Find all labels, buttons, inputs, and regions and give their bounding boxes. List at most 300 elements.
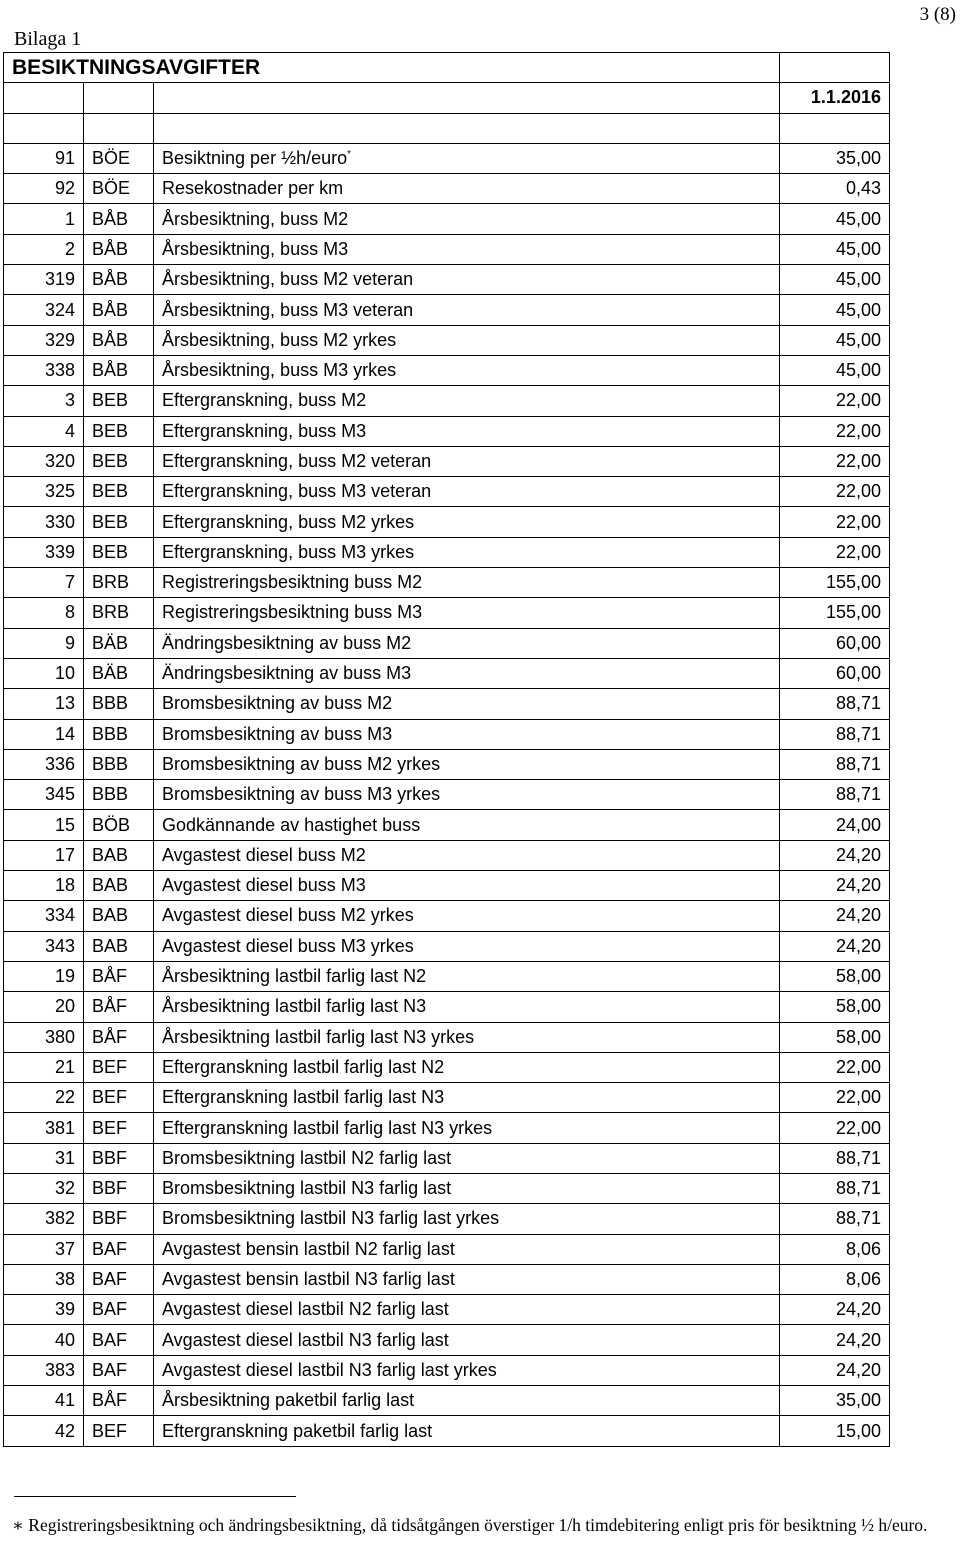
row-number-text: 41: [54, 1390, 75, 1411]
row-number: [4, 780, 84, 810]
row-code: [84, 204, 154, 234]
row-number: [4, 1416, 84, 1446]
row-number-text: 42: [54, 1420, 75, 1441]
row-price-text: 24,20: [835, 844, 881, 865]
row-number-text: 9: [64, 632, 75, 653]
row-number-text: 7: [64, 572, 75, 593]
row-code: [84, 446, 154, 476]
row-code-text: BAB: [92, 875, 129, 896]
row-price: [780, 568, 890, 598]
row-description: [154, 1022, 780, 1052]
row-price: [780, 325, 890, 355]
row-description-text: Registreringsbesiktning buss M3: [162, 602, 423, 623]
table-row: [4, 143, 890, 173]
row-code-text: BÅB: [92, 269, 129, 290]
row-number: [4, 1173, 84, 1203]
row-price-text: 35,00: [835, 1390, 881, 1411]
row-price-text: 58,00: [835, 996, 881, 1017]
table-row: [4, 658, 890, 688]
row-description: [154, 1295, 780, 1325]
row-price: [780, 780, 890, 810]
row-code: [84, 901, 154, 931]
row-price: [780, 628, 890, 658]
row-description-text: Besiktning per ½h/euro: [162, 148, 348, 169]
row-code: [84, 689, 154, 719]
table-row: [4, 992, 890, 1022]
row-price: [780, 446, 890, 476]
row-description: [154, 1113, 780, 1143]
row-number: [4, 1083, 84, 1113]
row-price: [780, 598, 890, 628]
row-number: [4, 1386, 84, 1416]
row-number-text: 3: [64, 390, 75, 411]
row-number: [4, 840, 84, 870]
row-description-text: Årsbesiktning lastbil farlig last N2: [162, 966, 427, 987]
table-row: [4, 810, 890, 840]
row-price: [780, 1386, 890, 1416]
row-code: [84, 871, 154, 901]
row-description: [154, 537, 780, 567]
row-number: [4, 507, 84, 537]
row-code: [84, 143, 154, 173]
row-description-text: Eftergranskning lastbil farlig last N2: [162, 1056, 445, 1077]
row-number: [4, 658, 84, 688]
row-price-text: 22,00: [835, 451, 881, 471]
row-number: [4, 143, 84, 173]
row-code-text: BÅB: [92, 238, 129, 259]
row-number: [4, 568, 84, 598]
row-code: [84, 1325, 154, 1355]
row-code: [84, 992, 154, 1022]
row-number-text: 10: [54, 663, 75, 684]
row-description: [154, 1355, 780, 1385]
row-description: [154, 1325, 780, 1355]
effective-date: 1.1.2016: [780, 83, 890, 113]
row-number-text: 19: [54, 966, 75, 987]
row-code-text: BÖE: [92, 178, 131, 199]
row-code: [84, 386, 154, 416]
row-number-text: 334: [44, 905, 75, 926]
table-row: [4, 295, 890, 325]
table-row: [4, 416, 890, 446]
table-row: [4, 689, 890, 719]
row-price-text: 88,71: [835, 1178, 881, 1199]
row-price-text: 35,00: [835, 148, 881, 169]
row-price: [780, 689, 890, 719]
row-description: [154, 174, 780, 204]
row-code-text: BÅB: [92, 360, 129, 381]
row-description-text: Eftergranskning, buss M2 veteran: [162, 451, 432, 471]
row-price: [780, 658, 890, 688]
row-code-text: BAF: [92, 1359, 128, 1380]
row-price-text: 8,06: [845, 1238, 881, 1259]
row-price: [780, 1295, 890, 1325]
row-price: [780, 719, 890, 749]
row-price-text: 60,00: [835, 663, 881, 684]
row-price-text: 15,00: [835, 1420, 881, 1441]
row-price-text: 22,00: [835, 1117, 881, 1138]
row-code: [84, 810, 154, 840]
row-price: [780, 840, 890, 870]
row-description-text: Avgastest diesel buss M3: [162, 875, 366, 896]
row-code-text: BEB: [92, 541, 129, 562]
row-description: [154, 719, 780, 749]
row-price-text: 155,00: [825, 572, 881, 593]
row-description-text: Bromsbesiktning av buss M3 yrkes: [162, 784, 441, 805]
table-row: [4, 780, 890, 810]
table-row: [4, 386, 890, 416]
row-description: [154, 1386, 780, 1416]
row-code-text: BÅF: [92, 1026, 128, 1047]
row-price: [780, 810, 890, 840]
row-number: [4, 719, 84, 749]
row-number: [4, 1022, 84, 1052]
row-price-text: 24,20: [835, 875, 881, 896]
row-price-text: 45,00: [835, 299, 881, 320]
row-code: [84, 780, 154, 810]
row-number: [4, 628, 84, 658]
row-code-text: BBB: [92, 753, 129, 774]
row-number: [4, 931, 84, 961]
row-code-text: BAB: [92, 905, 129, 926]
row-number: [4, 1264, 84, 1294]
row-price: [780, 1264, 890, 1294]
row-price-text: 22,00: [835, 420, 881, 441]
row-number-text: 319: [44, 269, 75, 290]
row-description-text: Eftergranskning, buss M3 veteran: [162, 481, 432, 502]
row-number-text: 1: [64, 208, 75, 229]
row-code-text: BEB: [92, 420, 129, 441]
row-number-text: 383: [44, 1359, 75, 1380]
row-number-text: 20: [54, 996, 75, 1017]
row-code-text: BAF: [92, 1269, 128, 1290]
row-code-text: BEF: [92, 1117, 128, 1138]
row-number: [4, 174, 84, 204]
row-code: [84, 537, 154, 567]
table-row: [4, 234, 890, 264]
row-code-text: BEF: [92, 1420, 128, 1441]
row-description: [154, 1143, 780, 1173]
row-price: [780, 1083, 890, 1113]
row-code: [84, 1234, 154, 1264]
row-code: [84, 325, 154, 355]
row-code: [84, 1113, 154, 1143]
row-number-text: 380: [44, 1026, 75, 1047]
row-number-text: 37: [54, 1238, 75, 1259]
table-row: [4, 1264, 890, 1294]
row-description-text: Bromsbesiktning lastbil N3 farlig last yrkes: [162, 1208, 500, 1229]
table-row: [4, 1355, 890, 1385]
row-number: [4, 749, 84, 779]
row-description: [154, 780, 780, 810]
row-price-text: 24,20: [835, 1299, 881, 1320]
empty-cell: [84, 83, 154, 113]
row-description-text: Bromsbesiktning av buss M3: [162, 723, 393, 744]
row-number: [4, 961, 84, 991]
row-description: [154, 749, 780, 779]
row-price-text: 22,00: [835, 1056, 881, 1077]
row-description-text: Årsbesiktning lastbil farlig last N3: [162, 996, 427, 1017]
row-description: [154, 840, 780, 870]
row-price: [780, 931, 890, 961]
table-row: [4, 325, 890, 355]
table-row: [4, 355, 890, 385]
row-code: [84, 1355, 154, 1385]
row-description-text: Ändringsbesiktning av buss M3: [162, 663, 412, 684]
row-code-text: BBB: [92, 693, 129, 714]
table-row: [4, 1416, 890, 1446]
row-code-text: BÖE: [92, 148, 131, 169]
row-number-text: 338: [44, 360, 75, 381]
table-row: [4, 1325, 890, 1355]
row-number-text: 339: [44, 541, 75, 562]
row-number-text: 39: [54, 1299, 75, 1320]
row-price: [780, 386, 890, 416]
row-price: [780, 204, 890, 234]
row-number: [4, 598, 84, 628]
row-description: [154, 477, 780, 507]
row-description-text: Årsbesiktning, buss M3 yrkes: [162, 360, 397, 381]
row-description-text: Eftergranskning, buss M2: [162, 390, 367, 411]
table-row: [4, 537, 890, 567]
empty-cell: [780, 113, 890, 143]
date-row: [4, 83, 890, 113]
row-price-text: 0,43: [845, 178, 881, 199]
row-price: [780, 1204, 890, 1234]
row-price-text: 22,00: [835, 481, 881, 502]
row-code: [84, 1386, 154, 1416]
row-code: [84, 1022, 154, 1052]
row-price: [780, 295, 890, 325]
row-price-text: 60,00: [835, 632, 881, 653]
row-code-text: BEB: [92, 511, 129, 532]
row-code-text: BAB: [92, 935, 129, 956]
row-price-text: 45,00: [835, 208, 881, 229]
row-number-text: 336: [44, 753, 75, 774]
row-description-text: Årsbesiktning lastbil farlig last N3 yrkes: [162, 1026, 475, 1047]
row-code-text: BEB: [92, 390, 129, 411]
row-description-text: Godkännande av hastighet buss: [162, 814, 421, 835]
row-description-text: Avgastest diesel lastbil N3 farlig last: [162, 1329, 449, 1350]
row-description: [154, 961, 780, 991]
row-description: [154, 810, 780, 840]
row-description-text: Årsbesiktning, buss M2 yrkes: [162, 329, 397, 350]
row-price: [780, 234, 890, 264]
row-description-text: Eftergranskning, buss M3 yrkes: [162, 541, 415, 562]
row-number: [4, 234, 84, 264]
row-description-text: Bromsbesiktning lastbil N3 farlig last: [162, 1178, 452, 1199]
row-price-text: 88,71: [835, 723, 881, 744]
row-description: [154, 871, 780, 901]
table-row: [4, 749, 890, 779]
row-code: [84, 719, 154, 749]
row-code: [84, 355, 154, 385]
row-number-text: 91: [54, 148, 75, 169]
row-price: [780, 265, 890, 295]
row-number-text: 345: [44, 784, 75, 805]
row-description-text: Resekostnader per km: [162, 178, 344, 199]
row-description: [154, 234, 780, 264]
row-description-text: Avgastest diesel buss M3 yrkes: [162, 935, 414, 956]
row-description: [154, 386, 780, 416]
row-code: [84, 1143, 154, 1173]
row-description-text: Eftergranskning lastbil farlig last N3: [162, 1087, 445, 1108]
row-description-text: Avgastest diesel lastbil N2 farlig last: [162, 1299, 449, 1320]
row-price: [780, 143, 890, 173]
row-number: [4, 871, 84, 901]
row-price: [780, 901, 890, 931]
row-description: [154, 507, 780, 537]
row-code-text: BÄB: [92, 663, 129, 684]
row-number: [4, 689, 84, 719]
row-description: [154, 416, 780, 446]
table-row: [4, 840, 890, 870]
row-number-text: 14: [54, 723, 75, 744]
table-row: [4, 507, 890, 537]
document-title: BESIKTNINGSAVGIFTER: [4, 53, 780, 83]
row-number: [4, 1234, 84, 1264]
footnote-text: Registreringsbesiktning och ändringsbesiktning, då tidsåtgången överstiger 1/h timdebitering enligt pris för besiktning ½ h/euro.: [28, 1515, 928, 1535]
row-description-text: Eftergranskning, buss M3: [162, 420, 367, 441]
row-number: [4, 1325, 84, 1355]
row-number: [4, 386, 84, 416]
table-row: [4, 628, 890, 658]
row-description: [154, 1204, 780, 1234]
row-number-text: 325: [44, 481, 75, 502]
row-code-text: BBF: [92, 1178, 128, 1199]
table-row: [4, 477, 890, 507]
row-description: [154, 204, 780, 234]
row-number-text: 343: [44, 935, 75, 956]
row-code-text: BAF: [92, 1329, 128, 1350]
page-number: 3 (8): [919, 4, 956, 25]
table-row: [4, 719, 890, 749]
row-price-text: 58,00: [835, 1026, 881, 1047]
row-code: [84, 1264, 154, 1294]
table-row: [4, 1386, 890, 1416]
row-number: [4, 901, 84, 931]
row-number: [4, 1355, 84, 1385]
row-code-text: BRB: [92, 602, 130, 623]
row-description-text: Ändringsbesiktning av buss M2: [162, 632, 412, 653]
row-code-text: BBB: [92, 784, 129, 805]
row-description: [154, 658, 780, 688]
row-code: [84, 416, 154, 446]
footnote-mark: ∗: [12, 1515, 24, 1535]
row-code-text: BÅB: [92, 329, 129, 350]
row-price: [780, 749, 890, 779]
row-code-text: BÄB: [92, 632, 129, 653]
row-price: [780, 871, 890, 901]
row-price: [780, 992, 890, 1022]
appendix-label: Bilaga 1: [14, 28, 82, 50]
row-price-text: 22,00: [835, 1087, 881, 1108]
row-number-text: 381: [44, 1117, 75, 1138]
row-price-text: 24,20: [835, 905, 881, 926]
empty-cell: [4, 113, 84, 143]
row-description-text: Avgastest diesel buss M2: [162, 844, 366, 865]
row-code-text: BAB: [92, 844, 129, 865]
row-description: [154, 1234, 780, 1264]
row-code-text: BRB: [92, 572, 130, 593]
row-code-text: BÅF: [92, 1390, 128, 1411]
row-description: [154, 143, 780, 173]
row-price-text: 88,71: [835, 1147, 881, 1168]
row-price-text: 88,71: [835, 753, 881, 774]
row-code-text: BAF: [92, 1238, 128, 1259]
row-number-text: 320: [44, 451, 75, 471]
row-price: [780, 1416, 890, 1446]
row-number: [4, 325, 84, 355]
row-number-text: 18: [54, 875, 75, 896]
row-number-text: 17: [54, 844, 75, 865]
table-row: [4, 1234, 890, 1264]
spacer-row: [4, 113, 890, 143]
row-description-text: Årsbesiktning, buss M2 veteran: [162, 269, 414, 290]
row-code: [84, 961, 154, 991]
row-code-text: BEB: [92, 481, 129, 502]
row-number: [4, 810, 84, 840]
row-price: [780, 1355, 890, 1385]
row-description: [154, 992, 780, 1022]
table-row: [4, 1204, 890, 1234]
row-price-text: 45,00: [835, 269, 881, 290]
row-description-text: Avgastest bensin lastbil N3 farlig last: [162, 1269, 455, 1290]
row-code: [84, 295, 154, 325]
row-number: [4, 265, 84, 295]
row-number: [4, 1143, 84, 1173]
row-number: [4, 1295, 84, 1325]
row-description-text: Avgastest diesel lastbil N3 farlig last yrkes: [162, 1359, 497, 1380]
row-number: [4, 1113, 84, 1143]
row-number-text: 32: [54, 1178, 75, 1199]
row-number-text: 13: [54, 693, 75, 714]
row-price: [780, 1052, 890, 1082]
title-row-empty-cell: [780, 53, 890, 83]
row-code-text: BEB: [92, 451, 129, 471]
row-price-text: 88,71: [835, 784, 881, 805]
table-row: [4, 1083, 890, 1113]
row-price-text: 24,20: [835, 935, 881, 956]
table-row: [4, 1143, 890, 1173]
row-code: [84, 1204, 154, 1234]
row-number-text: 382: [44, 1208, 75, 1229]
row-number-text: 324: [44, 299, 75, 320]
row-number: [4, 416, 84, 446]
row-description: [154, 901, 780, 931]
row-price-text: 8,06: [845, 1269, 881, 1290]
row-price-text: 24,20: [835, 1359, 881, 1380]
row-description: [154, 446, 780, 476]
row-description: [154, 1264, 780, 1294]
row-price-text: 45,00: [835, 360, 881, 381]
row-code-text: BAF: [92, 1299, 128, 1320]
table-row: [4, 901, 890, 931]
table-row: [4, 1173, 890, 1203]
row-code: [84, 174, 154, 204]
row-price: [780, 355, 890, 385]
row-code: [84, 749, 154, 779]
row-code: [84, 628, 154, 658]
empty-cell: [84, 113, 154, 143]
row-code-text: BBF: [92, 1208, 128, 1229]
fee-table: [3, 52, 890, 1447]
row-description: [154, 568, 780, 598]
row-description-text: Avgastest diesel buss M2 yrkes: [162, 905, 414, 926]
row-description-text: Registreringsbesiktning buss M2: [162, 572, 423, 593]
row-description: [154, 265, 780, 295]
row-number-text: 22: [54, 1087, 75, 1108]
